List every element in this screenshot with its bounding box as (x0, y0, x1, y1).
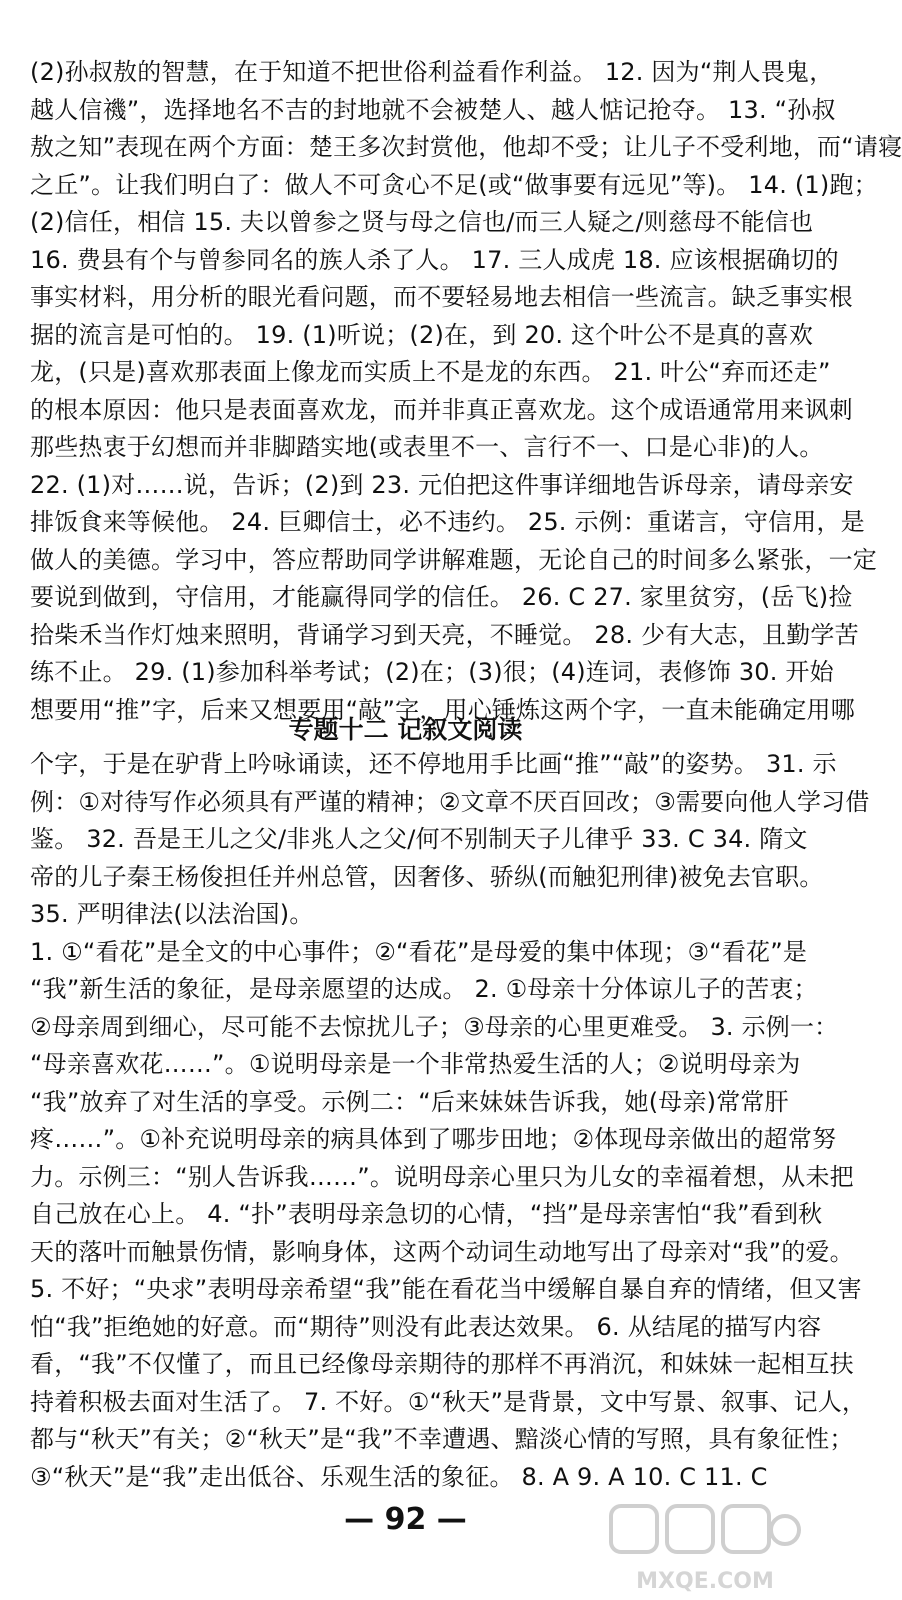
text-line: 越人信禨”，选择地名不吉的封地就不会被楚人、越人惦记抢夺。 13. “孙叔 (30, 95, 836, 124)
text-line: 力。示例三：“别人告诉我……”。说明母亲心里只为儿女的幸福着想，从未把 (30, 1162, 854, 1191)
text-line: 练不止。 29. (1)参加科举考试；(2)在；(3)很；(4)连词，表修饰 30. 开始 (30, 658, 834, 686)
text-line: (2)信任，相信 15. 夫以曾参之贤与母之信也/而三人疑之/则慈母不能信也 (30, 208, 814, 236)
answers-continued (30, 54, 902, 729)
text-line: 持着积极去面对生活了。 7. 不好。①“秋天”是背景，文中写景、叙事、记人， (30, 1387, 867, 1416)
text-line: 都与“秋天”有关；②“秋天”是“我”不幸遭遇、黯淡心情的写照，具有象征性； (30, 1425, 854, 1453)
text-line: 据的流言是可怕的。 19. (1)听说；(2)在，到 20. 这个叶公不是真的喜欢 (30, 320, 814, 349)
text-line: “我”放弃了对生活的享受。示例二：“后来妹妹告诉我，她(母亲)常常肝 (30, 1087, 789, 1116)
text-line: 做人的美德。学习中，答应帮助同学讲解难题，无论自己的时间多么紧张，一定 (30, 545, 877, 574)
text-line: 疼……”。①补充说明母亲的病具体到了哪步田地；②体现母亲做出的超常努 (30, 1125, 837, 1153)
text-line: 的根本原因：他只是表面喜欢龙，而并非真正喜欢龙。这个成语通常用来讽刺 (30, 395, 853, 424)
section-title: 专题十二 记叙文阅读 (288, 715, 523, 744)
section-answers (30, 746, 870, 1496)
text-line: 个字，于是在驴背上吟咏诵读，还不停地用手比画“推”“敲”的姿势。 31. 示 (30, 750, 837, 778)
text-line: 22. (1)对……说，告诉；(2)到 23. 元伯把这件事详细地告诉母亲，请母亲安 (30, 470, 854, 499)
text-line: 排饭食来等候他。 24. 巨卿信士，必不违约。 25. 示例：重诺言，守信用，是 (30, 508, 865, 536)
text-line: 看，“我”不仅懂了，而且已经像母亲期待的那样不再消沉，和妹妹一起相互扶 (30, 1350, 854, 1378)
text-line: 事实材料，用分析的眼光看问题，而不要轻易地去相信一些流言。缺乏事实根 (30, 283, 853, 311)
text-line: 自己放在心上。 4. “扑”表明母亲急切的心情，“挡”是母亲害怕“我”看到秋 (30, 1200, 823, 1228)
text-line: 那些热衷于幻想而并非脚踏实地(或表里不一、言行不一、口是心非)的人。 (30, 433, 824, 461)
text-line: 要说到做到，守信用，才能赢得同学的信任。 26. C 27. 家里贫穷，(岳飞)捡 (30, 583, 853, 611)
text-line: 敖之知”表现在两个方面：楚王多次封赏他，他却不受；让儿子不受利地，而“请寝 (30, 133, 902, 161)
text-line: 1. ①“看花”是全文的中心事件；②“看花”是母爱的集中体现；③“看花”是 (30, 937, 808, 966)
text-line: 龙，(只是)喜欢那表面上像龙而实质上不是龙的东西。 21. 叶公“弃而还走” (30, 358, 831, 386)
text-line: 之丘”。让我们明白了：做人不可贪心不足(或“做事要有远见”等)。 14. (1)跑； (30, 170, 878, 199)
text-line: 鉴。 32. 吾是王儿之父/非兆人之父/何不别制天子儿律乎 33. C 34. 隋文 (30, 825, 808, 853)
watermark-logo (605, 1500, 805, 1594)
text-line: “我”新生活的象征，是母亲愿望的达成。 2. ①母亲十分体谅儿子的苦衷； (30, 975, 818, 1003)
text-line: 35. 严明律法(以法治国)。 (30, 900, 314, 928)
page-number: — 92 — (344, 1502, 467, 1537)
text-line: “母亲喜欢花……”。①说明母亲是一个非常热爱生活的人；②说明母亲为 (30, 1050, 801, 1078)
text-line: 怕“我”拒绝她的好意。而“期待”则没有此表达效果。 6. 从结尾的描写内容 (30, 1312, 822, 1341)
text-line: 帝的儿子秦王杨俊担任并州总管，因奢侈、骄纵(而触犯刑律)被免去官职。 (30, 862, 824, 891)
text-line: 16. 费县有个与曾参同名的族人杀了人。 17. 三人成虎 18. 应该根据确切的 (30, 245, 839, 274)
text-line: (2)孙叔敖的智慧，在于知道不把世俗利益看作利益。 12. 因为“荆人畏鬼， (30, 58, 834, 86)
text-line: ③“秋天”是“我”走出低谷、乐观生活的象征。 8. A 9. A 10. C 11. C (30, 1462, 768, 1491)
text-line: 想要用“推”字，后来又想要用“敲”字，用心锤炼这两个字，一直未能确定用哪 (30, 695, 855, 724)
text-line: 5. 不好；“央求”表明母亲希望“我”能在看花当中缓解自暴自弃的情绪，但又害 (30, 1275, 862, 1303)
text-line: 例：①对待写作必须具有严谨的精神；②文章不厌百回改；③需要向他人学习借 (30, 787, 870, 816)
watermark-text: MXQE.COM (636, 1569, 774, 1594)
text-line: 拾柴禾当作灯烛来照明，背诵学习到天亮，不睡觉。 28. 少有大志，且勤学苦 (30, 620, 859, 649)
text-line: ②母亲周到细心，尽可能不去惊扰儿子；③母亲的心里更难受。 3. 示例一： (30, 1012, 839, 1041)
text-line: 天的落叶而触景伤情，影响身体，这两个动词生动地写出了母亲对“我”的爱。 (30, 1237, 854, 1266)
